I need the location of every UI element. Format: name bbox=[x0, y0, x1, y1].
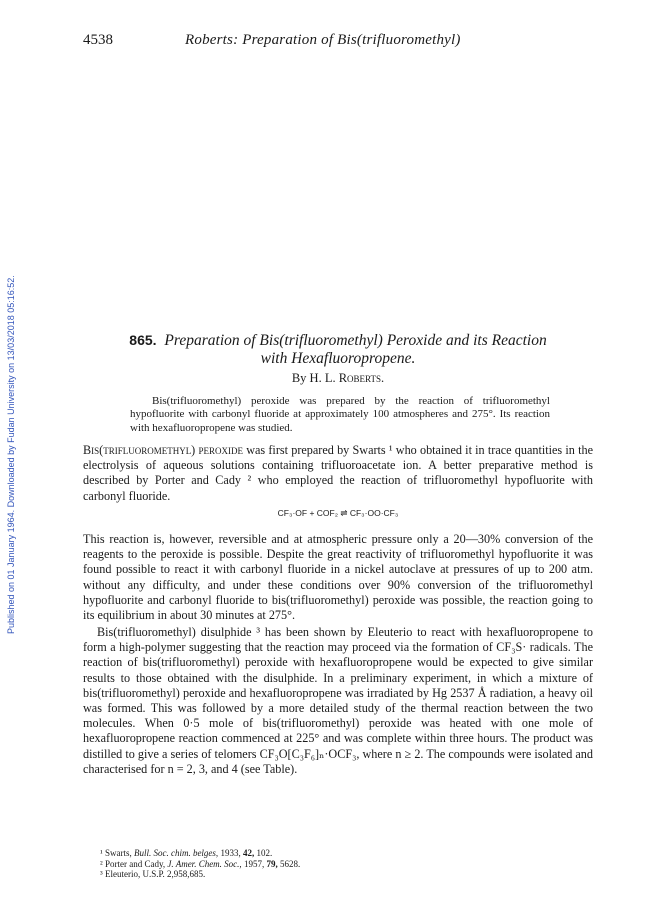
article-title bbox=[83, 331, 593, 368]
reference-item: ³ Eleuterio, U.S.P. 2,958,685. bbox=[100, 869, 206, 879]
reaction-equation: CF₃·OF + COF₂ ⇌ CF₃·OO·CF₃ bbox=[277, 508, 399, 518]
paragraph-1-lead: Bis(trifluoromethyl) peroxide bbox=[83, 443, 243, 457]
title-line-2: with Hexafluoropropene. bbox=[260, 350, 416, 367]
abstract: Bis(trifluoromethyl) peroxide was prepared by the reaction of trifluoromethyl hypofluorite with carbonyl fluoride at approximately 100 atmospheres and 275°. Its reaction with hexafluoropropene was studied. bbox=[130, 395, 550, 434]
article-number: 865. bbox=[129, 332, 157, 348]
paragraph-3: Bis(trifluoromethyl) disulphide ³ has been shown by Eleuterio to react with hexafluoropropene to form a high-polymer suggesting that the reaction may proceed via the formation of CF₃S· radicals. The reaction of bis(trifluoromethyl) peroxide with hexafluoropropene would be expected to give similar results to those obtained with the disulphide. In a preliminary experiment, in which a mixture of bis(trifluoromethyl) peroxide and hexafluoropropene was irradiated by Hg 2537 Å radiation, a heavy oil was formed. This was followed by a more detailed study of the thermal reaction between the two molecules. When 0·5 mole of bis(trifluoromethyl) peroxide was heated with one mole of hexafluoropropene reaction commenced at 225° and was complete within three hours. The product was distilled to give a series of telomers CF₃O[C₃F₆]ₙ·OCF₃, where n ≥ 2. The compounds were isolated and characterised for n = 2, 3, and 4 (see Table). bbox=[83, 625, 593, 776]
paragraph-1-text: was first prepared by Swarts ¹ who obtained it in trace quantities in the electrolysis of aqueous solutions containing trifluoroacetate ion. A better preparative method is described by Porter and Cady ² who employed the reaction of trifluoromethyl hypofluorite with carbonyl fluoride. bbox=[83, 443, 593, 503]
reference-item: ¹ Swarts, Bull. Soc. chim. belges, 1933, 42, 102. bbox=[100, 848, 273, 858]
paragraph-2: This reaction is, however, reversible and at atmospheric pressure only a 20—30% conversion of the reagents to the peroxide is possible. Despite the great reactivity of trifluoromethyl hypofluorite it was found possible to react it with carbonyl fluoride in a nickel autoclave at pressures of up to 200 atm. without any difficulty, and under these conditions over 90% conversion of the trifluoromethyl hypofluorite and carbonyl fluoride to bis(trifluoromethyl) peroxide was possible, the reaction going to its equilibrium in about 30 minutes at 275°. bbox=[83, 532, 593, 623]
page-number: 4538 bbox=[83, 32, 113, 48]
running-title: Roberts: Preparation of Bis(trifluoromethyl) bbox=[185, 32, 461, 48]
author-surname: Roberts. bbox=[338, 371, 385, 385]
references bbox=[100, 848, 520, 880]
sidebar-download-notice: Published on 01 January 1964. Downloaded by Fudan University on 13/03/2018 05:16:52. bbox=[6, 275, 16, 635]
paragraph-1 bbox=[83, 443, 593, 504]
reference-item: ² Porter and Cady, J. Amer. Chem. Soc., 1957, 79, 5628. bbox=[100, 858, 301, 869]
byline-prefix: By H. L. bbox=[291, 371, 336, 385]
byline bbox=[83, 371, 593, 386]
title-line-1: Preparation of Bis(trifluoromethyl) Peroxide and its Reaction bbox=[164, 332, 547, 349]
